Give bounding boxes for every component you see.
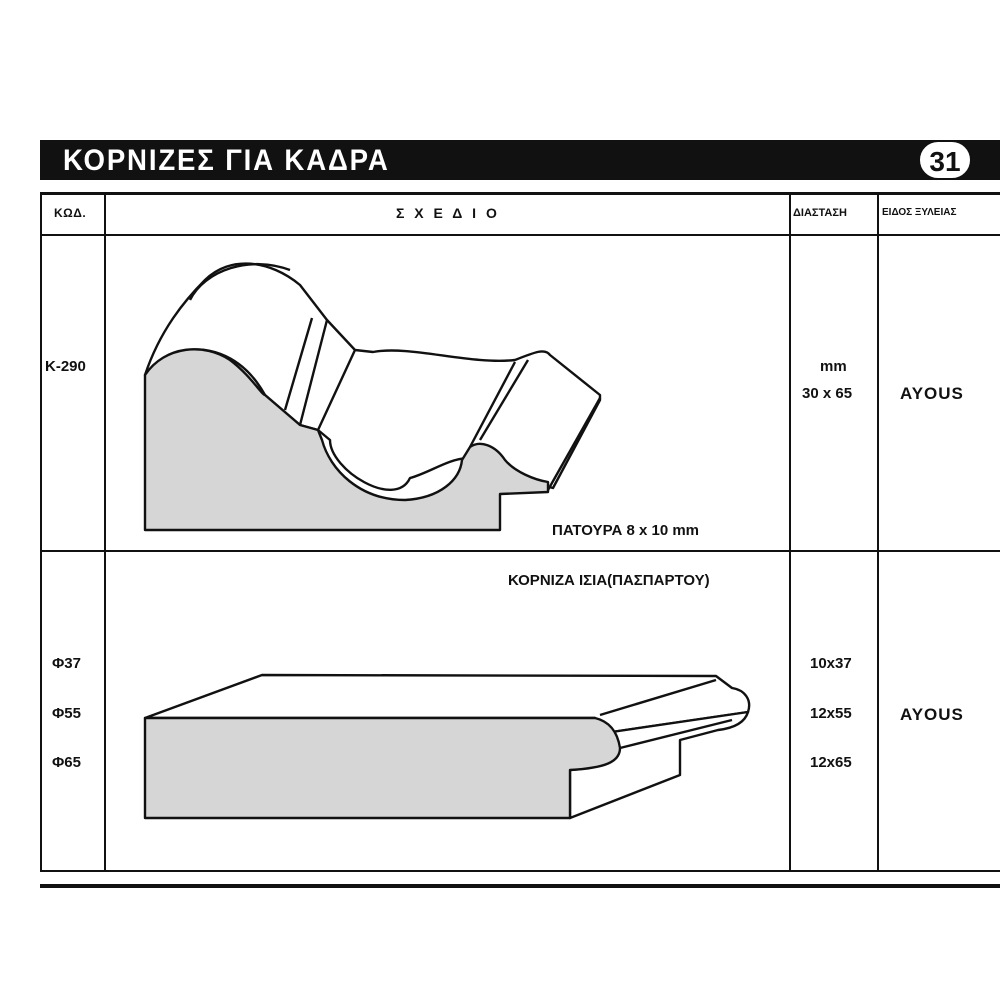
- dimension-value: 12x65: [810, 754, 852, 771]
- col-divider-dimension: [877, 192, 879, 872]
- catalog-table: [40, 192, 1000, 872]
- table-left-border: [40, 192, 42, 872]
- col-header-wood: ΕΙΔΟΣ ΞΥΛΕΙΑΣ: [882, 207, 957, 218]
- col-header-drawing: Σ Χ Ε Δ Ι Ο: [396, 205, 500, 221]
- product-code: Φ65: [52, 754, 81, 771]
- wood-type: AYOUS: [900, 384, 964, 403]
- product-code: Φ55: [52, 705, 81, 722]
- dimension-unit: mm: [820, 358, 847, 375]
- col-header-code: ΚΩΔ.: [54, 206, 87, 220]
- col-divider-drawing: [789, 192, 791, 872]
- page-footer-rule: [40, 884, 1000, 888]
- col-header-dimension: ΔΙΑΣΤΑΣΗ: [793, 207, 847, 219]
- drawing-caption: ΚΟΡΝΙΖΑ ΙΣΙΑ(ΠΑΣΠΑΡΤΟΥ): [508, 572, 710, 589]
- drawing-caption: ΠΑΤΟΥΡΑ 8 x 10 mm: [552, 522, 700, 539]
- row-divider: [40, 550, 1000, 552]
- table-bottom-border: [40, 870, 1000, 872]
- product-code: K-290: [45, 358, 86, 375]
- page-title: ΚΟΡΝΙΖΕΣ ΓΙΑ ΚΑΔΡΑ: [63, 144, 390, 177]
- table-top-border: [40, 192, 1000, 195]
- product-code: Φ37: [52, 655, 81, 672]
- col-divider-code: [104, 192, 106, 872]
- header-divider: [40, 234, 1000, 236]
- dimension-value: 12x55: [810, 705, 852, 722]
- page-number-badge: 31: [918, 140, 972, 180]
- dimension-value: 30 x 65: [802, 385, 853, 402]
- wood-type: AYOUS: [900, 705, 964, 724]
- dimension-value: 10x37: [810, 655, 852, 672]
